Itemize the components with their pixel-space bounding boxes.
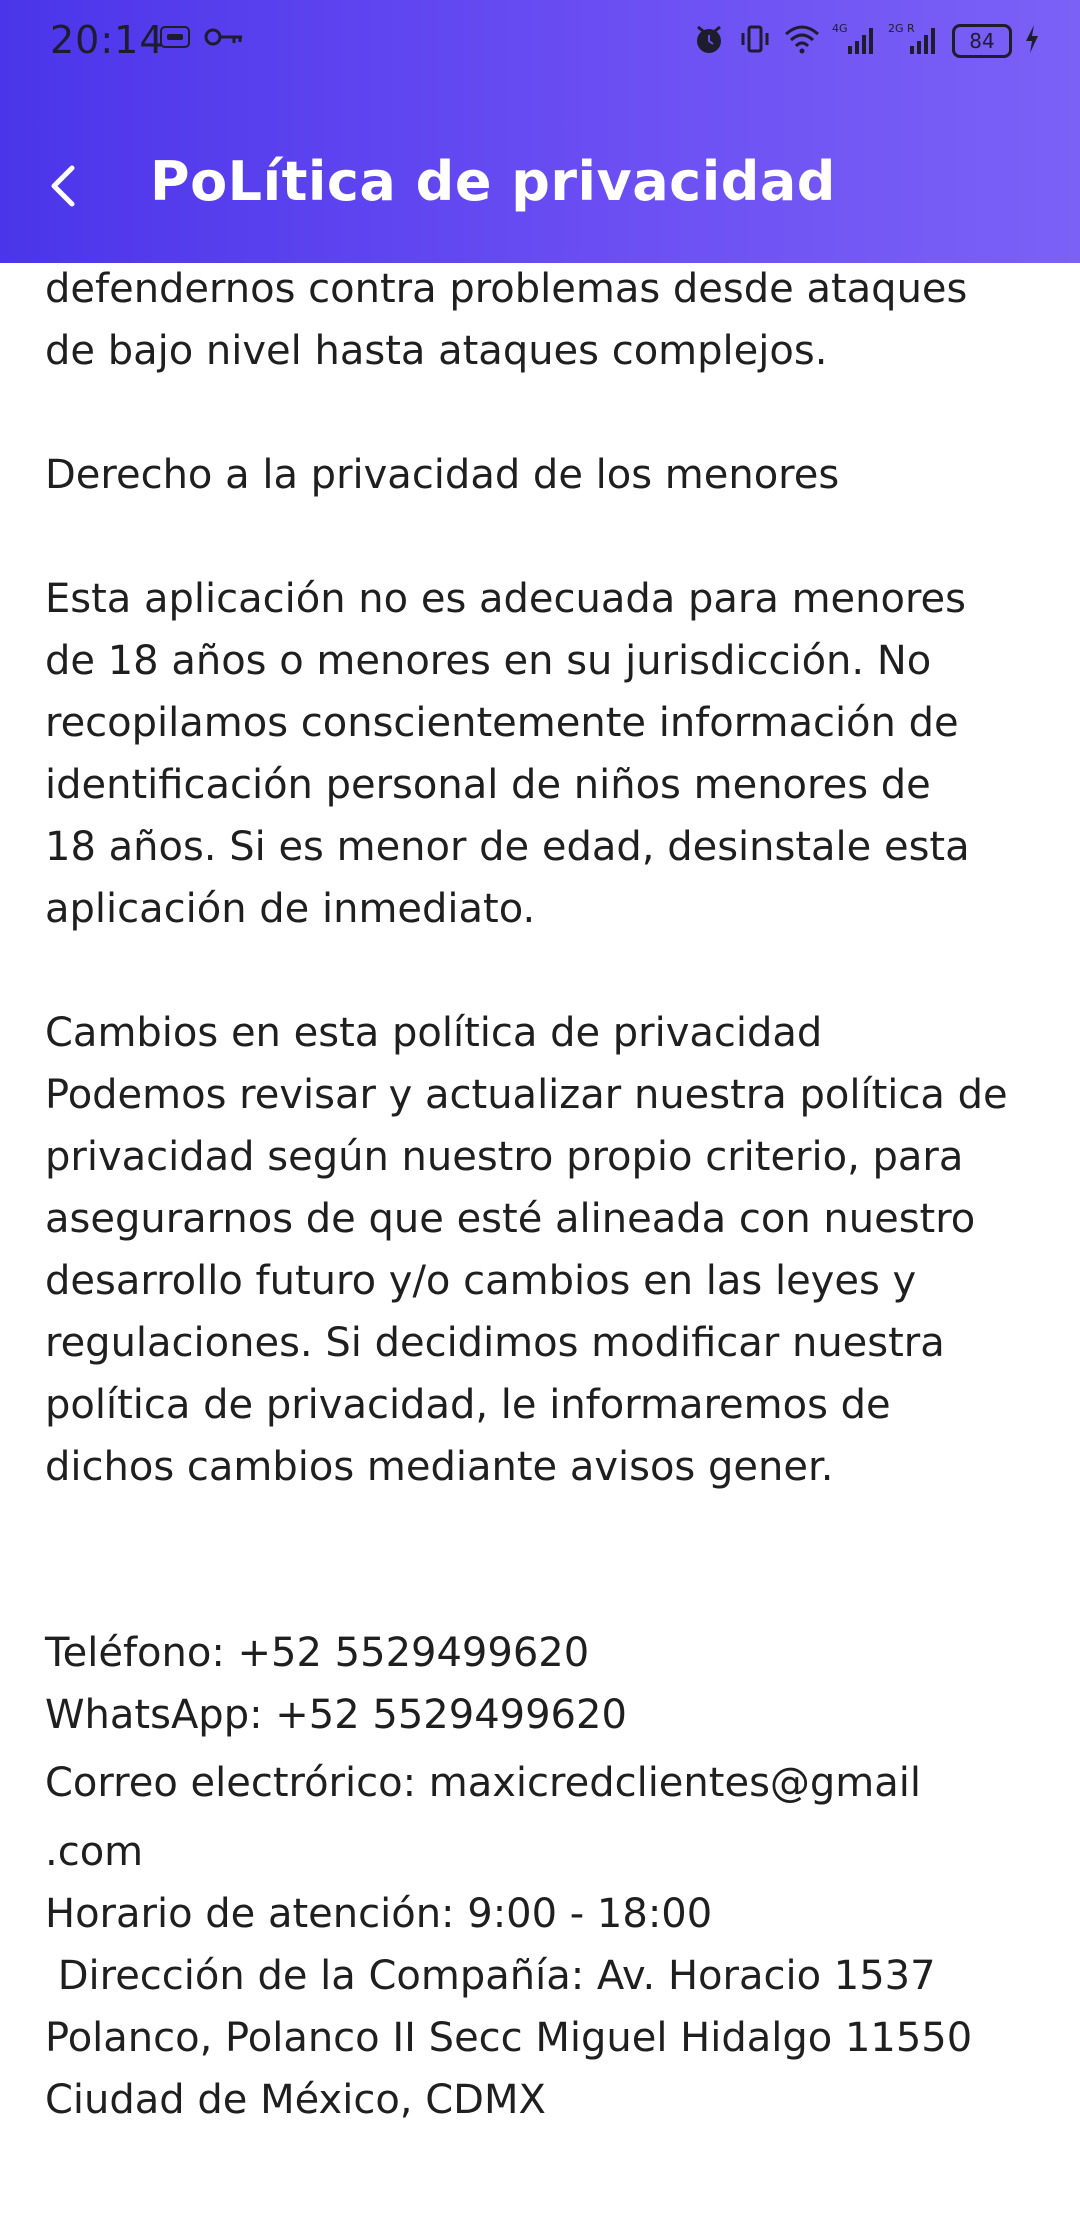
contact-whatsapp: WhatsApp: +52 5529499620 <box>45 1692 627 1738</box>
changes-text-line: dichos cambios mediante avisos gener. <box>45 1444 834 1490</box>
hd-badge-icon <box>160 26 190 52</box>
contact-hours: Horario de atención: 9:00 - 18:00 <box>45 1891 713 1937</box>
contact-phone: Teléfono: +52 5529499620 <box>45 1630 590 1676</box>
status-right-icons <box>692 22 1040 60</box>
alarm-icon <box>692 22 726 60</box>
minors-text-line: 18 años. Si es menor de edad, desinstale esta <box>45 824 970 870</box>
status-bar <box>0 0 1080 86</box>
contact-address-line: Ciudad de México, CDMX <box>45 2077 546 2123</box>
contact-email-line: Correo electrórico: maxicredclientes@gmail <box>45 1760 921 1806</box>
back-button[interactable] <box>40 150 90 220</box>
net-a-label: 4G <box>832 22 848 35</box>
changes-text-line: asegurarnos de que esté alineada con nuestro <box>45 1196 976 1242</box>
status-left-icons <box>160 26 244 52</box>
title-bar <box>0 110 1080 260</box>
status-time: 20:14 <box>50 18 165 62</box>
contact-address-line: Dirección de la Compañía: Av. Horacio 1537 <box>45 1953 936 1999</box>
minors-text-line: de 18 años o menores en su jurisdicción. No <box>45 638 932 684</box>
changes-text-line: privacidad según nuestro propio criterio, para <box>45 1134 964 1180</box>
minors-text-line: Esta aplicación no es adecuada para menores <box>45 576 966 622</box>
intro-text-line: defendernos contra problemas desde ataques <box>45 266 968 312</box>
policy-content <box>45 258 1045 2131</box>
wifi-icon <box>784 24 820 58</box>
charging-icon <box>1024 24 1040 58</box>
contact-email-line: .com <box>45 1829 144 1875</box>
contact-address-line: Polanco, Polanco II Secc Miguel Hidalgo 11550 <box>45 2015 973 2061</box>
minors-heading: Derecho a la privacidad de los menores <box>45 452 840 498</box>
signal-4g-icon <box>832 22 876 60</box>
changes-text-line: regulaciones. Si decidimos modificar nuestra <box>45 1320 945 1366</box>
changes-text-line: política de privacidad, le informaremos de <box>45 1382 891 1428</box>
net-b-label: 2G R <box>888 22 915 35</box>
page-title: PoLítica de privacidad <box>150 150 836 213</box>
battery-level: 84 <box>952 24 1012 58</box>
app-header-bar <box>0 0 1080 263</box>
signal-2g-icon <box>888 22 940 60</box>
minors-text-line: recopilamos conscientemente información de <box>45 700 959 746</box>
intro-text-line: de bajo nivel hasta ataques complejos. <box>45 328 828 374</box>
changes-text-line: desarrollo futuro y/o cambios en las leyes y <box>45 1258 917 1304</box>
chevron-left-icon <box>40 150 90 220</box>
minors-text-line: identificación personal de niños menores de <box>45 762 931 808</box>
key-icon <box>204 26 244 52</box>
changes-text-line: Podemos revisar y actualizar nuestra política de <box>45 1072 1008 1118</box>
minors-text-line: aplicación de inmediato. <box>45 886 536 932</box>
changes-heading: Cambios en esta política de privacidad <box>45 1010 823 1056</box>
vibrate-icon <box>738 22 772 60</box>
